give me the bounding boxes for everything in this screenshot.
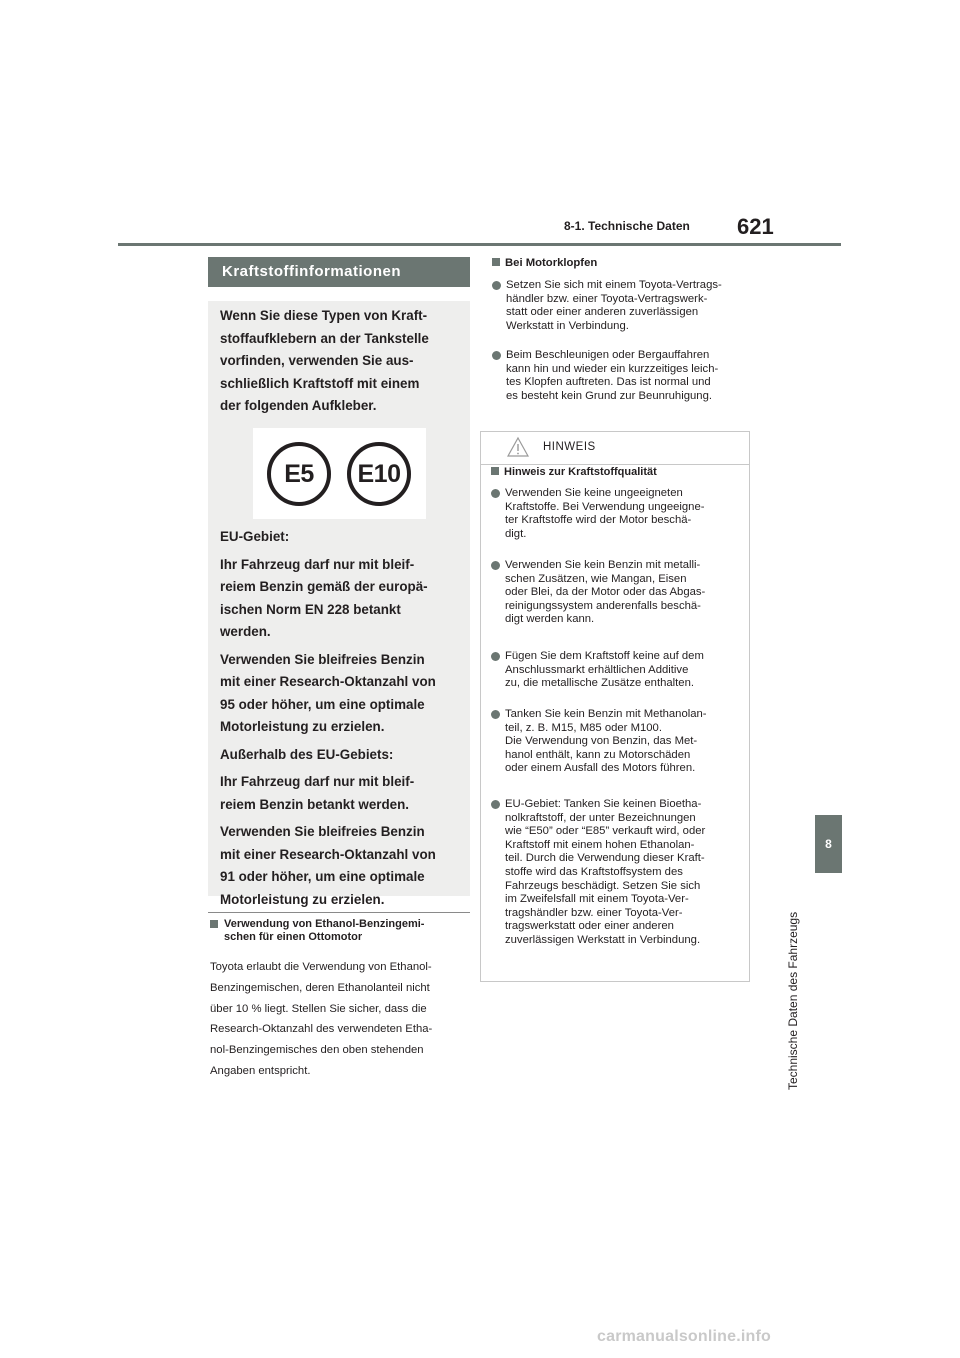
bullet-dot-icon	[492, 351, 501, 360]
note-bullet-text: Fügen Sie dem Kraftstoff keine auf dem Anschlussmarkt erhältlichen Additive zu, die metallische Zusätze enthalten.	[505, 650, 704, 690]
non-eu-text-1: Ihr Fahrzeug darf nur mit bleif- reiem Benzin betankt werden.	[220, 774, 415, 812]
note-box	[480, 431, 750, 982]
knock-bullet-2	[492, 349, 754, 403]
chapter-side-title: Technische Daten des Fahrzeugs	[786, 911, 800, 1090]
knock-bullet-text: Beim Beschleunigen oder Bergauffahren kann hin und wieder ein kurzzeitiges leich- tes Klopfen auftreten. Das ist normal und es besteht kein Grund zur Beunruhigung.	[506, 349, 719, 402]
warning-icon	[507, 436, 529, 458]
bullet-dot-icon	[491, 652, 500, 661]
knock-heading-text: Bei Motorklopfen	[505, 257, 598, 269]
sticker-e10: E10	[347, 442, 411, 506]
intro-line: Wenn Sie diese Typen von Kraft- stoffaufklebern an der Tankstelle vorfinden, verwenden Sie aus- schließlich Kraftstoff mit einem der folgenden Aufkleber.	[220, 308, 429, 413]
bullet-dot-icon	[491, 800, 500, 809]
note-header	[481, 432, 749, 465]
ethanol-heading-text: Verwendung von Ethanol-Benzingemi- schen für einen Ottomotor	[224, 918, 425, 943]
ethanol-heading	[208, 918, 470, 944]
eu-text-1: Ihr Fahrzeug darf nur mit bleif- reiem Benzin gemäß der europä- ischen Norm EN 228 betankt werden.	[220, 556, 428, 639]
watermark-link[interactable]: carmanualsonline.info	[597, 1328, 772, 1345]
note-bullet-text: Tanken Sie kein Benzin mit Methanolan- teil, z. B. M15, M85 oder M100. Die Verwendung von Benzin, das Met- hanol enthält, kann zu Motorschäden oder einem Ausfall des Motors führen.	[505, 708, 707, 775]
note-bullet-3	[491, 650, 749, 691]
square-bullet-icon	[492, 258, 500, 266]
fuel-sticker-image	[253, 428, 426, 519]
eu-text-2: Verwenden Sie bleifreies Benzin mit einer Research-Oktanzahl von 95 oder höher, um eine optimale Motorleistung zu erzielen.	[220, 651, 436, 734]
knock-bullet-1	[492, 279, 754, 333]
note-heading	[491, 466, 657, 478]
note-heading-text: Hinweis zur Kraftstoffqualität	[504, 466, 657, 478]
section-divider	[208, 912, 470, 913]
non-eu-heading: Außerhalb des EU-Gebiets:	[220, 746, 394, 762]
knock-heading	[492, 257, 597, 270]
note-bullet-1	[491, 487, 749, 541]
note-bullet-text: EU-Gebiet: Tanken Sie keinen Bioetha- nolkraftstoff, der unter Bezeichnungen wie “E50” oder “E85” verkauft wird, oder Kraftstoff mit einem hohen Ethanolan- teil. Durch die Verwendung dieser Kraft- stoffe wird das Kraftstoffsystem des Fahrzeugs beschädigt. Setzen Sie sich im Zweifelsfall mit einem Toyota-Ver- tragshändler bzw. einer Toyota-Ver- tragswerkstatt oder einer anderen zuverlässigen Werkstatt in Verbindung.	[505, 798, 706, 946]
note-bullet-2	[491, 559, 749, 627]
square-bullet-icon	[491, 467, 499, 475]
sticker-e5: E5	[267, 442, 331, 506]
info-intro	[220, 305, 465, 418]
bullet-dot-icon	[491, 561, 500, 570]
bullet-dot-icon	[491, 710, 500, 719]
note-bullet-5	[491, 798, 749, 948]
section-title: 8-1. Technische Daten	[564, 219, 690, 233]
info-box-title: Kraftstoffinformationen	[208, 257, 470, 287]
note-bullet-text: Verwenden Sie kein Benzin mit metalli- schen Zusätzen, wie Mangan, Eisen oder Blei, da der Motor oder das Abgas- reinigungssystem anderenfalls beschä- digt werden kann.	[505, 559, 706, 626]
non-eu-text-2: Verwenden Sie bleifreies Benzin mit einer Research-Oktanzahl von 91 oder höher, um eine optimale Motorleistung zu erzielen.	[220, 824, 436, 907]
note-bullet-text: Verwenden Sie keine ungeeigneten Kraftstoffe. Bei Verwendung ungeeigne- ter Kraftstoffe wird der Motor beschä- digt.	[505, 487, 705, 540]
eu-heading: EU-Gebiet:	[220, 529, 290, 544]
chapter-tab: 8	[815, 815, 842, 873]
header-divider	[118, 243, 841, 246]
ethanol-body: Toyota erlaubt die Verwendung von Ethanol- Benzingemischen, deren Ethanolanteil nicht über 10 % liegt. Stellen Sie sicher, dass die Research-Oktanzahl des verwendeten Etha- nol-Benzingemisches den oben stehenden Angaben entspricht.	[210, 961, 433, 1077]
bullet-dot-icon	[491, 489, 500, 498]
eu-block	[220, 526, 465, 911]
square-bullet-icon	[210, 920, 218, 928]
page-number: 621	[737, 214, 774, 239]
note-label: HINWEIS	[543, 441, 596, 453]
note-bullet-4	[491, 708, 749, 776]
bullet-dot-icon	[492, 281, 501, 290]
knock-bullet-text: Setzen Sie sich mit einem Toyota-Vertrags- händler bzw. einer Toyota-Vertragswerk- statt oder einer anderen zuverlässigen Werkstatt in Verbindung.	[506, 279, 722, 332]
